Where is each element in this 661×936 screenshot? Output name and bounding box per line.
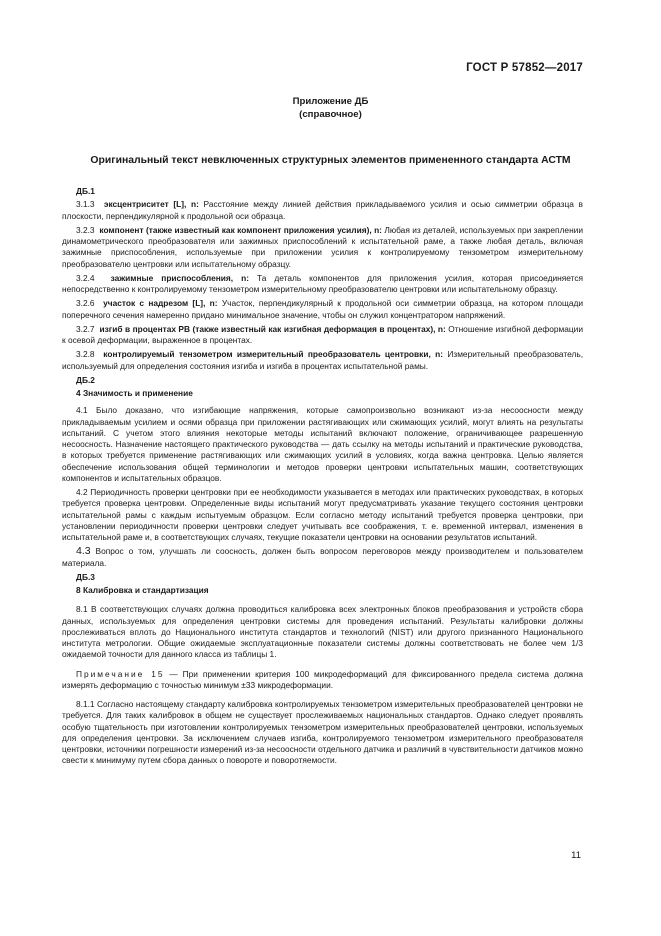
paragraph-4-2: 4.2 Периодичность проверки центровки при ее необходимости указывается в методах или практических руководствах, в которых требуется проверка центровки. Определенные виды испытаний могут предусматривать указание текущего состояния центровки испытательной рамы с каждым испытуемым образцом. Если согласно методу испытаний требуется проверка центровки, при установлении периодичности проверки центровки следует учитывать все соображения, т. е. временной интервал, изменения в испытательной раме и, в соответствующих случаях, текущие показатели центровки на основании результатов испытаний.	[62, 487, 583, 542]
clause-number: 3.2.8	[76, 349, 95, 360]
term: изгиб в процентах PB (также известный как изгибная деформация в процентах), n:	[99, 323, 446, 334]
clause-number: 4.3	[76, 545, 91, 558]
paragraph-3-2-6	[62, 298, 583, 321]
section-label-db3: ДБ.3	[76, 571, 95, 582]
paragraph-4-3	[62, 546, 583, 569]
definition: Отношение изгибной деформации к осевой деформации, выраженное в процентах.	[62, 323, 583, 345]
section-title-calibration: 8 Калибровка и стандартизация	[76, 585, 209, 595]
page-number: 11	[571, 850, 581, 861]
clause-number: 3.2.3	[76, 224, 95, 235]
term: эксцентриситет [L], n:	[103, 199, 199, 210]
term: зажимные приспособления, n:	[110, 272, 249, 283]
clause-text: Вопрос о том, улучшать ли соосность, должен быть вопросом переговоров между производителем и пользователем материала.	[62, 546, 583, 568]
clause-number: 3.2.7	[76, 323, 95, 334]
annex-subtitle: (справочное)	[299, 109, 362, 120]
definition: Измерительный преобразователь, используемый для определения состояния изгиба и изгиба в процентах испытательной рамы.	[62, 349, 584, 371]
paragraph-8-1-1: 8.1.1 Согласно настоящему стандарту калибровка контролируемых тензометром измерительных преобразователей центровки не требуется. Для таких калибровок в общем не существует прослеживаемых национальных стандартов. Однако следует проявлять особую тщательность при изготовлении контролируемых тензометром измерительных преобразователей центровки, используемых для определения центровки. За исключением случаев изгиба, контролируемого тензометром измерительного преобразователя центровки, источники погрешности измерений из-за несоосности отдельного датчика и различий в чувствительности датчиков можно свести к минимуму путем сбора данных о повороте и поворотяемости.	[62, 699, 583, 766]
note-15	[62, 669, 583, 692]
paragraph-3-2-4	[62, 273, 583, 296]
section-label-db2: ДБ.2	[76, 374, 95, 385]
clause-number: 3.2.6	[76, 298, 95, 309]
note-label: Примечание 15	[76, 668, 165, 679]
section-heading: Оригинальный текст невключенных структурных элементов примененного стандарта АСТМ	[90, 155, 571, 166]
paragraph-8-1: 8.1 В соответствующих случаях должна проводиться калибровка всех электронных блоков преобразования и устройств сбора данных, используемых для определения центровки системы для проведения испытаний. Результаты калибровки должны прослеживаться вплоть до Национального института стандартов и технологий (NIST) или другого признанного Национального института метрологии. Общие ожидаемые эксплуатационные показатели системы должны соответствовать не более чем 1/3 ожидаемой точности для данного класса из таблицы 1.	[62, 604, 583, 660]
document-body	[62, 186, 583, 770]
section-label-db1: ДБ.1	[76, 186, 95, 196]
term: контролируемый тензометром измерительный преобразователь центровки, n:	[103, 349, 444, 360]
paragraph-3-1-3	[62, 199, 583, 222]
section-title-significance: 4 Значимость и применение	[76, 388, 193, 398]
term: участок с надрезом [L], n:	[103, 298, 218, 309]
note-text: — При применении критерия 100 микродеформаций для фиксированного предела система должна измерять деформацию с точностью минимум ±33 микродеформации.	[62, 668, 583, 690]
paragraph-3-2-3	[62, 225, 583, 270]
definition: Расстояние между линией действия прикладываемого усилия и осью симметрии образца в плоскости, перпендикулярной к продольной оси образца.	[62, 199, 583, 221]
term: компонент (также известный как компонент приложения усилия), n:	[99, 224, 382, 235]
paragraph-4-1: 4.1 Было доказано, что изгибающие напряжения, которые самопроизвольно возникают из-за несоосности между прикладываемым усилием и осями образца при приложении растягивающих или сжимающих усилий, могут влиять на результаты испытаний. С учетом этого влияния некоторые методы испытаний включают положение, ограничивающее разрешенную несоосность. Назначение настоящего практического руководства — дать ссылку на методы испытаний и практические руководства, в которых требуется применение растягивающих или сжимающих усилий в условиях, когда важна центровка. Целью является обеспечение использования общей терминологии и методов проверки центровки испытательных машин, соответствующих компонентов и испытательных образцов.	[62, 405, 583, 483]
definition: Та деталь компонентов для приложения усилия, которая присоединяется непосредственно к контролируемому тензометром измерительному преобразователю центровки или испытательному образцу.	[62, 272, 584, 294]
standard-number: ГОСТ Р 57852—2017	[466, 62, 583, 74]
clause-number: 3.2.4	[76, 272, 95, 283]
clause-number: 3.1.3	[76, 199, 95, 210]
annex-title: Приложение ДБ	[292, 96, 369, 107]
definition: Любая из деталей, используемых при закреплении динамометрического преобразователя или зажимных приспособлений к испытательной раме, а также любая деталь, включая зажимные приспособления, используемые при приложении усилия к контролируемому тензометром измерительному преобразователю центровки или испытательному образцу.	[62, 224, 584, 269]
paragraph-3-2-8	[62, 349, 583, 372]
definition: Участок, перпендикулярный к продольной оси симметрии образца, на котором площади поперечного сечения намеренно придано минимальное значение, чтобы он служил концентратором напряжений.	[62, 298, 584, 320]
paragraph-3-2-7	[62, 324, 583, 347]
